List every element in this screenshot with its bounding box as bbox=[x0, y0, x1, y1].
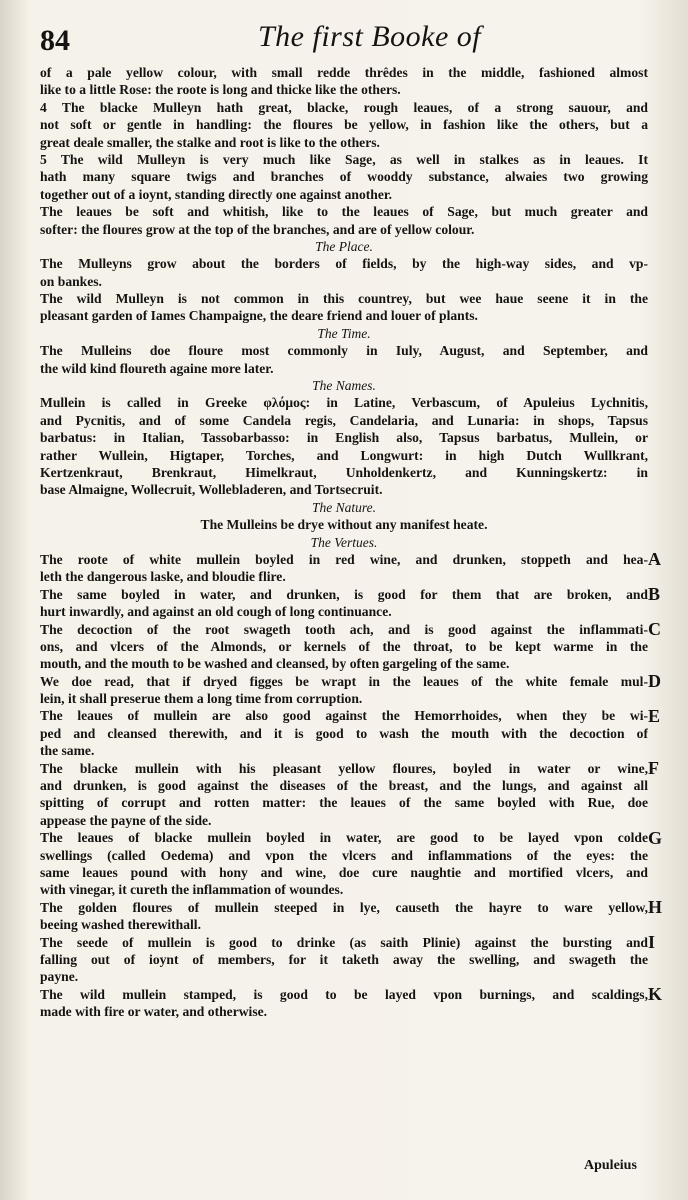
text-line: 5 The wild Mulleyn is very much like Sage, as well in stalkes as in leaues. It bbox=[40, 151, 648, 167]
text-line: Mullein is called in Greeke φλόμος: in Latine, Verbascum, of Apuleius Lychnitis, bbox=[40, 395, 648, 411]
text-line: The leaues of mullein are also good against the Hemorrhoides, when they be wi- bbox=[40, 708, 648, 724]
section-heading: The Nature. bbox=[312, 499, 376, 515]
text-line: The seede of mullein is good to drinke (as saith Plinie) against the bursting and bbox=[40, 934, 648, 950]
text-line: falling out of ioynt of members, for it taketh away the swelling, and swageth the bbox=[40, 951, 648, 967]
text-line: The Mulleins be drye without any manifest heate. bbox=[200, 517, 488, 533]
text-line: The wild Mulleyn is not common in this countrey, but wee haue seene it in the bbox=[40, 291, 648, 307]
text-line: with vinegar, it cureth the inflammation of woundes. bbox=[40, 882, 344, 898]
text-line: The golden floures of mullein steeped in lye, causeth the hayre to ware yellow, bbox=[40, 899, 648, 915]
margin-letter: A bbox=[648, 549, 661, 570]
text-line: and Pycnitis, and of some Candela regis, Candelaria, and Lunaria: in shops, Tapsus bbox=[40, 412, 648, 428]
text-line: We doe read, that if dryed figges be wrapt in the leaues of the white female mul- bbox=[40, 673, 648, 689]
section-heading: The Names. bbox=[312, 378, 376, 394]
text-line: great deale smaller, the stalke and root is like to the others. bbox=[40, 134, 380, 150]
section-heading: The Place. bbox=[315, 238, 373, 254]
text-line: The Mulleins doe floure most commonly in Iuly, August, and September, and bbox=[40, 343, 648, 359]
text-line: base Almaigne, Wollecruit, Wollebladeren, and Tortsecruit. bbox=[40, 482, 383, 498]
text-line: appease the payne of the side. bbox=[40, 812, 212, 828]
text-line: The leaues of blacke mullein boyled in water, are good to be layed vpon colde bbox=[40, 830, 648, 846]
text-line: barbatus: in Italian, Tassobarbasso: in English also, Tapsus barbatus, Mullein, or bbox=[40, 430, 648, 446]
margin-letter: I bbox=[648, 932, 656, 952]
page-header bbox=[40, 20, 660, 60]
text-line: ons, and vlcers of the Almonds, or kernels of the throat, to be kept warme in the bbox=[40, 638, 648, 654]
text-line: The Mulleyns grow about the borders of fields, by the high-way sides, and vp- bbox=[40, 256, 648, 272]
text-line: mouth, and the mouth to be washed and cleansed, by often gargeling of the same. bbox=[40, 656, 510, 672]
text-line: The same boyled in water, and drunken, is good for them that are broken, and bbox=[40, 586, 648, 602]
text-line: made with fire or water, and otherwise. bbox=[40, 1004, 268, 1020]
text-line: 4 The blacke Mulleyn hath great, blacke, rough leaues, of a strong sauour, and bbox=[40, 99, 648, 115]
text-line: The blacke mullein with his pleasant yellow floures, boyled in water or wine, bbox=[40, 760, 648, 776]
text-line: pleasant garden of Iames Champaigne, the deare friend and louer of plants. bbox=[40, 308, 478, 324]
text-line: on bankes. bbox=[40, 273, 102, 289]
text-line: like to a little Rose: the roote is long and thicke like the others. bbox=[40, 82, 401, 98]
text-line: the same. bbox=[40, 743, 95, 759]
section-heading: The Time. bbox=[317, 325, 371, 341]
text-line: leth the dangerous laske, and bloudie flire. bbox=[40, 569, 286, 585]
section-heading: The Vertues. bbox=[310, 534, 378, 550]
text-line: beeing washed therewithall. bbox=[40, 917, 201, 933]
text-line: together out of a ioynt, standing directly one against another. bbox=[40, 186, 393, 202]
running-title: The first Booke of bbox=[258, 20, 482, 53]
text-line: of a pale yellow colour, with small redde thrêdes in the middle, fashioned almost bbox=[40, 65, 648, 80]
margin-letter: B bbox=[648, 584, 661, 604]
text-line: The roote of white mullein boyled in red wine, and drunken, stoppeth and hea- bbox=[40, 551, 648, 567]
text-line: same leaues pound with hony and wine, doe cure naughtie and mortified vlcers, and bbox=[40, 864, 648, 880]
margin-letter: F bbox=[648, 758, 659, 778]
body-text bbox=[40, 64, 648, 1020]
text-line: The leaues be soft and whitish, like to the leaues of Sage, but much greater and bbox=[40, 204, 648, 220]
text-line: spitting of corrupt and rotten matter: the leaues of the same boyled with Rue, doe bbox=[40, 795, 648, 811]
text-line: The decoction of the root swageth tooth ach, and is good against the inflammati- bbox=[40, 621, 648, 637]
text-line: hath many square twigs and branches of wooddy substance, alwaies two growing bbox=[40, 169, 648, 185]
text-line: hurt inwardly, and against an old cough of long continuance. bbox=[40, 604, 392, 620]
page-number: 84 bbox=[40, 24, 70, 57]
text-line: not soft or gentle in handling: the floures be yellow, in fashion like the others, but a bbox=[40, 117, 648, 133]
text-line: rather Wullein, Higtaper, Torches, and Longwurt: in high Dutch Wullkrant, bbox=[40, 447, 648, 463]
margin-letter: C bbox=[648, 618, 661, 639]
text-line: the wild kind floureth againe more later. bbox=[40, 360, 274, 376]
margin-letter: G bbox=[648, 827, 663, 848]
text-line: payne. bbox=[40, 969, 79, 985]
text-line: Kertzenkraut, Brenkraut, Himelkraut, Unholdenkertz, and Kunningskertz: in bbox=[40, 464, 648, 480]
text-line: and drunken, is good against the diseases of the breast, and the lungs, and against all bbox=[40, 778, 648, 794]
margin-letter: K bbox=[648, 984, 663, 1005]
text-line: ped and cleansed therewith, and it is good to wash the mouth with the decoction of bbox=[40, 725, 648, 741]
catchword: Apuleius bbox=[584, 1158, 637, 1173]
text-line: softer: the floures grow at the top of the branches, and are of yellow colour. bbox=[40, 221, 475, 237]
text-line: lein, it shall preserue them a long time from corruption. bbox=[40, 691, 363, 707]
margin-letter: D bbox=[648, 671, 661, 691]
text-line: The wild mullein stamped, is good to be layed vpon burnings, and scaldings, bbox=[40, 986, 648, 1002]
margin-letter: H bbox=[648, 897, 663, 918]
margin-letter: E bbox=[648, 705, 661, 726]
text-line: swellings (called Oedema) and vpon the vlcers and inflammations of the eyes: the bbox=[40, 847, 648, 863]
